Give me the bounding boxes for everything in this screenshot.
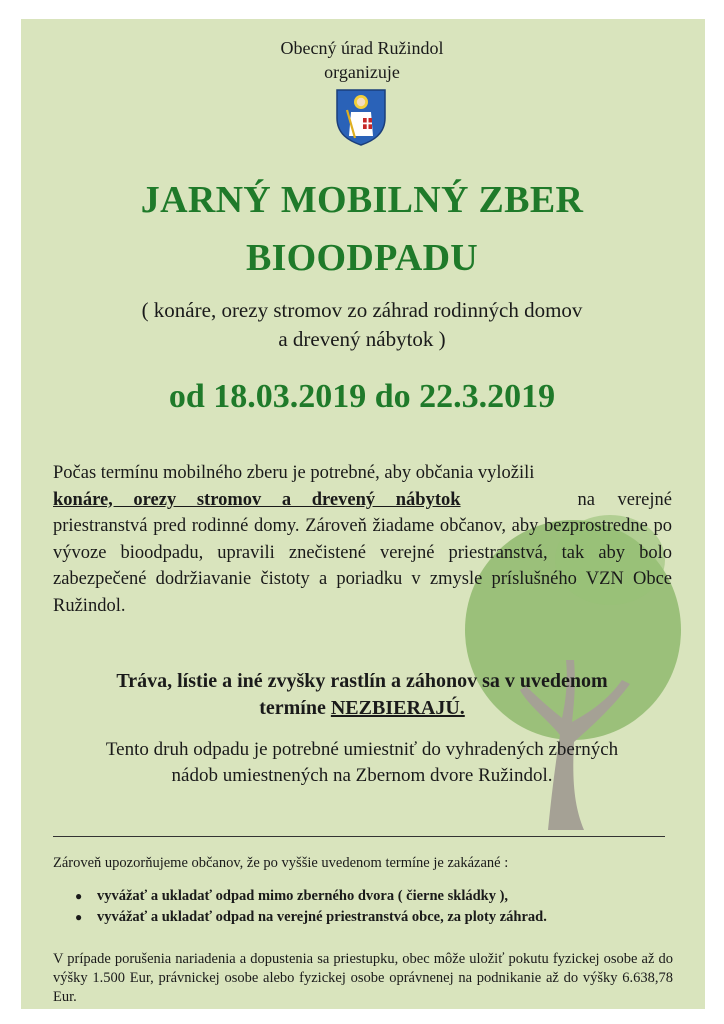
notice-pre: termíne — [259, 697, 326, 719]
penalty-text: V prípade porušenia nariadenia a dopustenia sa priestupku, obec môže uložiť pokutu fyzickej osobe až do výšky 1.500 Eur, právnickej osobe alebo fyzickej osobe oprávnenej na podnikanie až do výšky 6.638,78 Eur. — [53, 951, 673, 1005]
organizer-line: Obecný úrad Ružindol — [280, 38, 444, 58]
intro-paragraph — [53, 460, 672, 619]
list-item — [75, 886, 675, 907]
organizes-line: organizuje — [324, 62, 400, 82]
list-item — [75, 907, 675, 928]
intro-text-rest: priestranstvá pred rodinné domy. Zároveň žiadame občanov, aby bezprostredne po vývoze bioodpadu, upravili znečistené verejné priestranstvá, tak aby bolo zabezpečené dodržiavanie čistoty a poriadku v zmysle príslušného VZN Obce Ružindol. — [53, 516, 672, 616]
collection-date: od 18.03.2019 do 22.3.2019 — [168, 378, 556, 415]
notice-line-2 — [40, 695, 684, 722]
title-line-1: JARNÝ MOBILNÝ ZBER — [140, 179, 584, 221]
info-block — [40, 737, 684, 789]
title-line-2: BIOODPADU — [245, 237, 479, 279]
info-line-2: nádob umiestnených na Zbernom dvore Ružindol. — [171, 765, 553, 786]
highlighted-items: konáre, orezy stromov a drevený nábytok — [53, 489, 461, 510]
list-item-text: vyvážať a ukladať odpad mimo zberného dvora ( čierne skládky ), — [97, 888, 509, 904]
info-line-1: Tento druh odpadu je potrebné umiestniť do vyhradených zberných — [105, 739, 619, 760]
subtitle-line-2: a drevený nábytok ) — [278, 327, 446, 351]
notice-block — [40, 668, 684, 722]
list-item-text: vyvážať a ukladať odpad na verejné priestranstvá obce, za ploty záhrad. — [97, 909, 547, 925]
divider — [53, 836, 665, 837]
intro-line-1 — [53, 460, 672, 487]
municipal-crest-icon — [335, 88, 387, 146]
prohibited-list — [75, 886, 675, 928]
bullet-icon: ● — [75, 910, 83, 924]
intro-text-1: Počas termínu mobilného zberu je potrebné, aby občania vyložili — [53, 463, 535, 483]
bullet-icon: ● — [75, 889, 83, 903]
not-collected-emphasis: NEZBIERAJÚ. — [330, 697, 465, 719]
intro-text-2: na verejné — [577, 489, 672, 510]
subtitle-line-1: ( konáre, orezy stromov zo záhrad rodinných domov — [141, 298, 583, 322]
intro-line-2 — [53, 487, 672, 514]
notice-line-1: Tráva, lístie a iné zvyšky rastlín a záhonov sa v uvedenom — [116, 670, 608, 692]
warning-text: Zároveň upozorňujeme občanov, že po vyššie uvedenom termíne je zakázané : — [53, 855, 509, 871]
